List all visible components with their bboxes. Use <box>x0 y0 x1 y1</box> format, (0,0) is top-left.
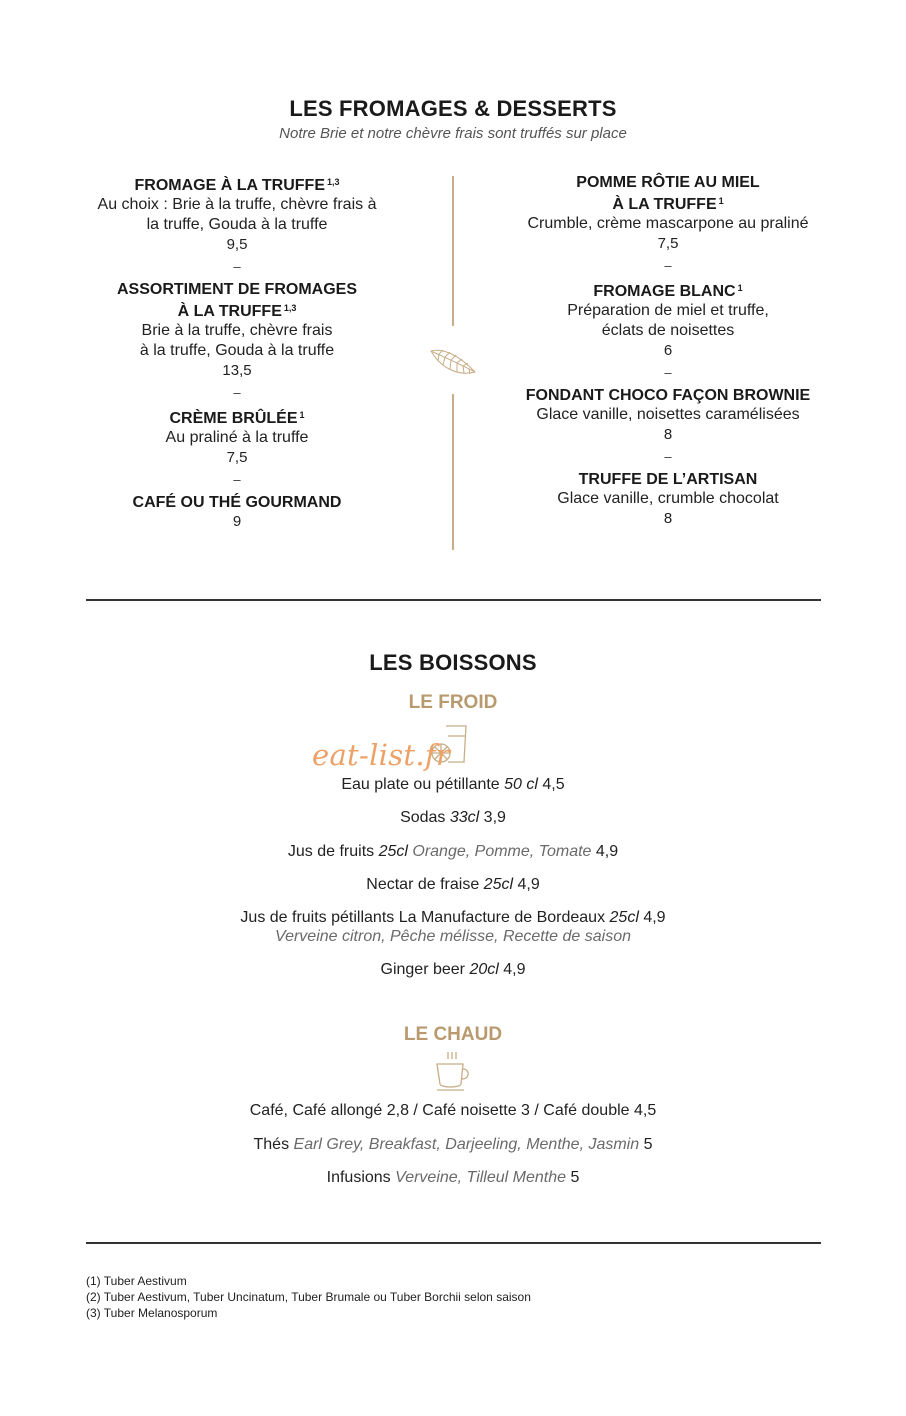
tea-name: Thés <box>253 1136 294 1153</box>
item-description: la truffe, Gouda à la truffe <box>146 216 328 233</box>
menu-item <box>72 280 402 406</box>
item-description: éclats de noisettes <box>601 322 735 339</box>
drink-name: Jus de fruits <box>287 843 379 860</box>
item-description: Au praliné à la truffe <box>165 429 309 446</box>
item-name-text: À LA TRUFFE <box>612 196 717 213</box>
item-name-text: FROMAGE BLANC <box>593 283 736 300</box>
tea-varieties: Earl Grey, Breakfast, Darjeeling, Menthe, Jasmin <box>293 1136 640 1153</box>
item-description: Glace vanille, crumble chocolat <box>557 490 779 507</box>
item-price: 9 <box>232 513 242 530</box>
allergen-note: 1,3 <box>283 303 297 313</box>
drink-item <box>0 809 906 827</box>
item-separator: – <box>664 258 672 273</box>
drink-item <box>0 776 906 794</box>
footnote-3: (3) Tuber Melanosporum <box>86 1306 218 1320</box>
drink-item <box>0 909 906 927</box>
drink-item <box>0 843 906 861</box>
menu-item <box>72 493 402 557</box>
infusions-name: Infusions <box>326 1169 396 1186</box>
menu-item <box>72 406 402 493</box>
item-name <box>72 173 402 195</box>
hot-drinks-title: LE CHAUD <box>403 1024 503 1045</box>
coffee-line: Café, Café allongé 2,8 / Café noisette 3 / Café double 4,5 <box>249 1102 657 1119</box>
allergen-note: 1 <box>299 410 305 420</box>
item-name <box>503 192 833 214</box>
footnote-rule <box>86 1242 821 1244</box>
item-description: à la truffe, Gouda à la truffe <box>139 342 335 359</box>
drink-price: 4,9 <box>638 909 666 926</box>
item-separator: – <box>664 449 672 464</box>
drink-size: 25cl <box>483 876 514 893</box>
infusions-varieties: Verveine, Tilleul Menthe <box>395 1169 567 1186</box>
drink-name: Sodas <box>400 809 450 826</box>
drink-name: Ginger beer <box>380 961 470 978</box>
drink-price: 4,9 <box>513 876 540 893</box>
watermark-text: eat-list.fr <box>312 738 451 772</box>
column-divider-top <box>452 176 454 326</box>
item-separator: – <box>233 472 241 487</box>
item-price: 6 <box>663 342 673 359</box>
item-name-text: FROMAGE À LA TRUFFE <box>134 177 325 194</box>
drink-price: 4,9 <box>498 961 526 978</box>
section-rule <box>86 599 821 601</box>
item-name-text: FONDANT CHOCO FAÇON BROWNIE <box>525 387 811 404</box>
allergen-note: 1,3 <box>326 177 340 187</box>
menu-item <box>503 470 833 554</box>
item-name <box>503 470 833 489</box>
allergen-note: 1 <box>737 283 743 293</box>
item-price: 8 <box>663 510 673 527</box>
item-description: Crumble, crème mascarpone au praliné <box>527 215 809 232</box>
drink-price: 4,5 <box>537 776 565 793</box>
item-price: 8 <box>663 426 673 443</box>
item-separator: – <box>664 365 672 380</box>
tea-line <box>0 1136 906 1154</box>
desserts-left-column <box>72 173 402 557</box>
item-description: Brie à la truffe, chèvre frais <box>141 322 333 339</box>
drink-size: 33cl <box>449 809 480 826</box>
item-name-text: ASSORTIMENT DE FROMAGES <box>116 281 357 298</box>
item-description: Au choix : Brie à la truffe, chèvre frais à <box>97 196 377 213</box>
item-name-text: CRÈME BRÛLÉE <box>169 410 298 427</box>
coffee-cup-icon <box>434 1050 472 1092</box>
item-spacer <box>503 528 833 554</box>
infusions-line <box>0 1169 906 1187</box>
drink-name: Nectar de fraise <box>366 876 484 893</box>
tea-price: 5 <box>639 1136 653 1153</box>
drinks-title: LES BOISSONS <box>369 650 537 675</box>
menu-item <box>72 173 402 280</box>
item-separator: – <box>233 385 241 400</box>
item-name-text: POMME RÔTIE AU MIEL <box>576 174 760 191</box>
drink-item <box>0 961 906 979</box>
drink-item <box>0 876 906 894</box>
allergen-note: 1 <box>718 196 724 206</box>
column-divider-bottom <box>452 394 454 550</box>
drink-name: Jus de fruits pétillants La Manufacture de Bordeaux <box>240 909 610 926</box>
desserts-right-column <box>503 173 833 554</box>
menu-item <box>503 279 833 386</box>
leaf-icon <box>428 342 478 382</box>
drink-flavors: Orange, Pomme, Tomate <box>407 843 592 860</box>
item-name <box>72 493 402 512</box>
footnote-2: (2) Tuber Aestivum, Tuber Uncinatum, Tuber Brumale ou Tuber Borchii selon saison <box>86 1290 531 1304</box>
footnote-1: (1) Tuber Aestivum <box>86 1274 187 1288</box>
menu-item <box>503 173 833 279</box>
item-separator: – <box>233 259 241 274</box>
item-name <box>503 173 833 192</box>
item-price: 7,5 <box>226 449 248 466</box>
item-name <box>72 299 402 321</box>
item-name <box>503 279 833 301</box>
drink-price: 4,9 <box>591 843 619 860</box>
infusions-price: 5 <box>566 1169 580 1186</box>
drink-size: 50 cl <box>504 776 538 793</box>
footnotes <box>86 1273 531 1321</box>
cold-drinks-title: LE FROID <box>408 692 498 713</box>
item-description: Préparation de miel et truffe, <box>567 302 769 319</box>
item-price: 9,5 <box>226 236 248 253</box>
desserts-title: LES FROMAGES & DESSERTS <box>289 96 617 121</box>
item-price: 7,5 <box>657 235 679 252</box>
item-spacer <box>72 531 402 557</box>
item-name-text: TRUFFE DE L’ARTISAN <box>578 471 758 488</box>
item-description: Glace vanille, noisettes caramélisées <box>536 406 800 423</box>
sparkling-juice-flavors: Verveine citron, Pêche mélisse, Recette de saison <box>274 928 632 945</box>
drink-price: 3,9 <box>479 809 506 826</box>
item-name-text: CAFÉ OU THÉ GOURMAND <box>132 494 342 511</box>
desserts-subtitle: Notre Brie et notre chèvre frais sont truffés sur place <box>279 125 627 142</box>
item-price: 13,5 <box>222 362 252 379</box>
item-name <box>72 406 402 428</box>
drink-size: 20cl <box>469 961 499 978</box>
drink-name: Eau plate ou pétillante <box>341 776 505 793</box>
item-name-text: À LA TRUFFE <box>177 303 282 320</box>
menu-item <box>503 386 833 470</box>
item-name <box>72 280 402 299</box>
drink-size: 25cl <box>609 909 639 926</box>
item-name <box>503 386 833 405</box>
drink-size: 25cl <box>378 843 408 860</box>
